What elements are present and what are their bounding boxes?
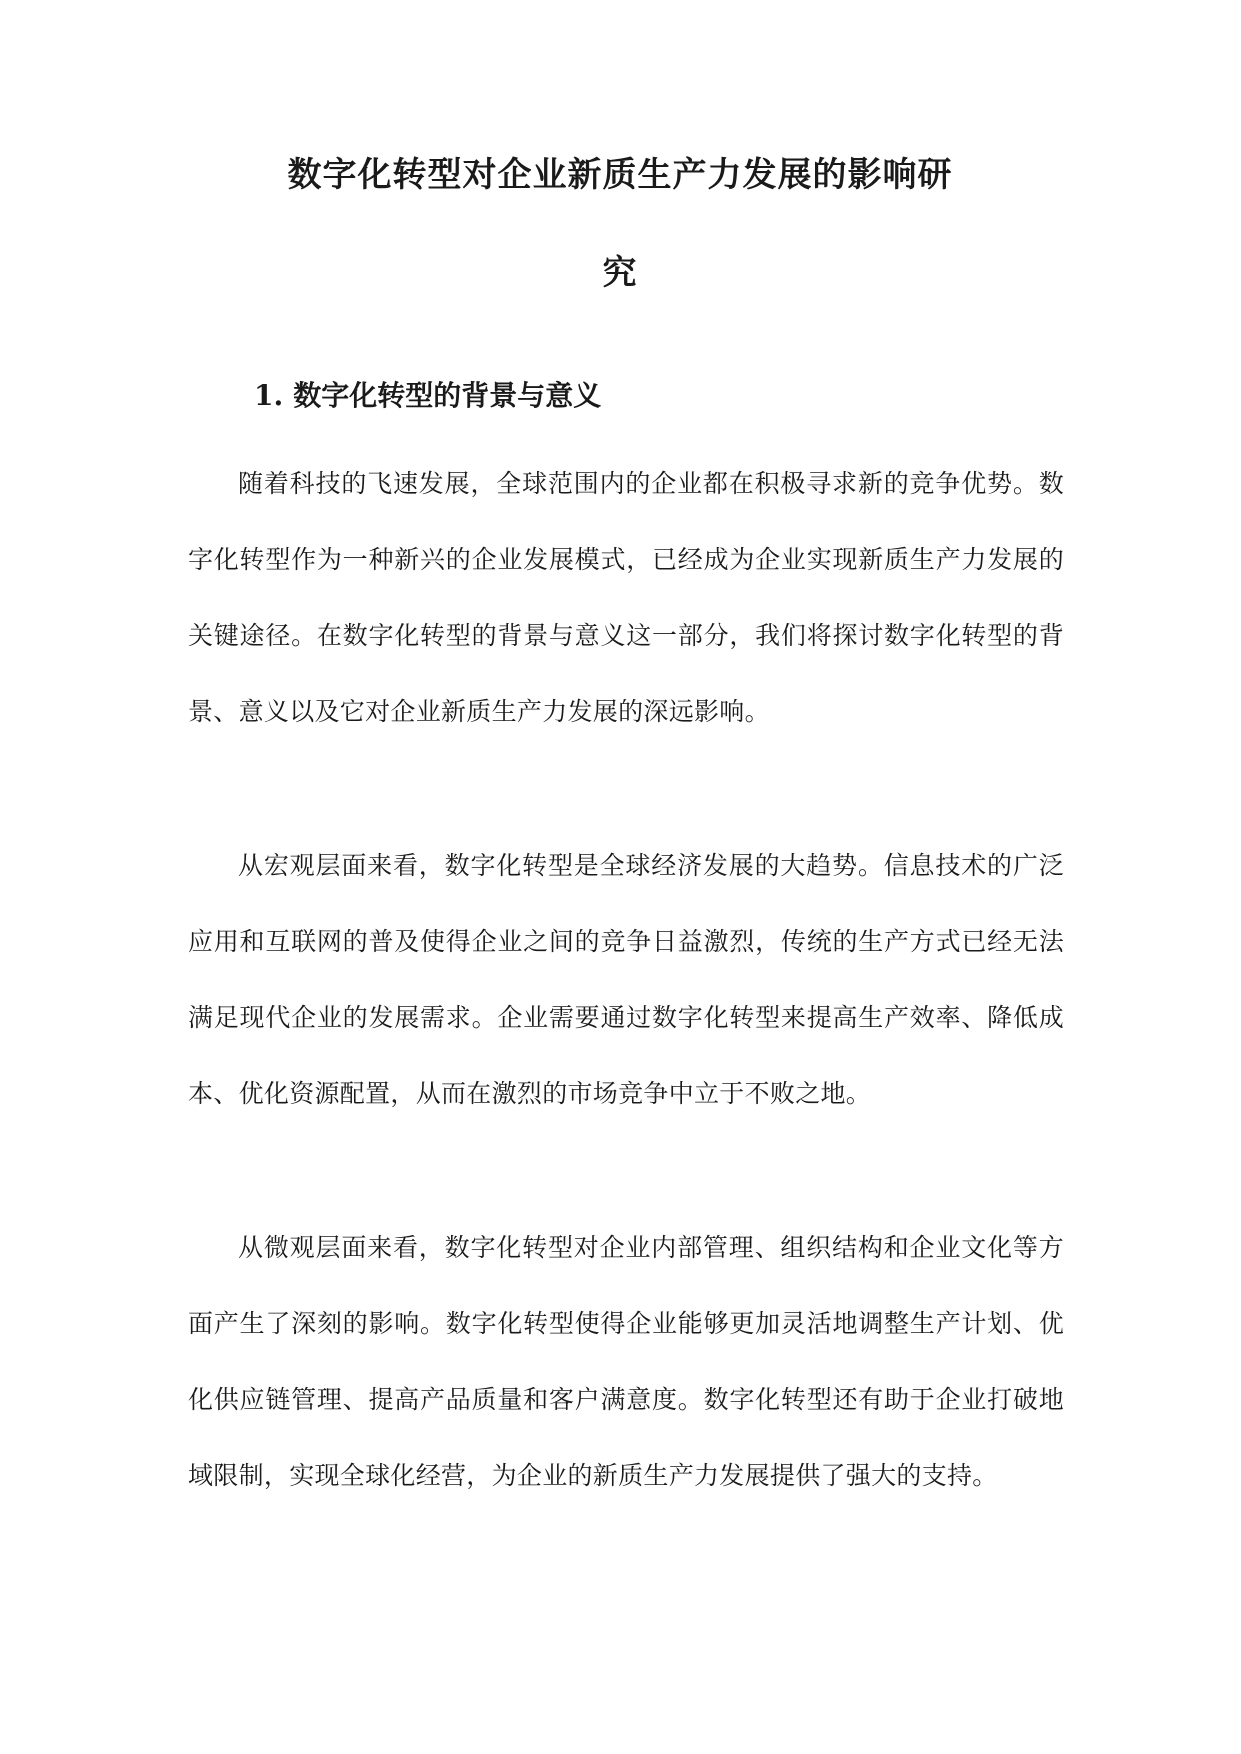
paragraph-1: 随着科技的飞速发展，全球范围内的企业都在积极寻求新的竞争优势。数字化转型作为一种新兴的企业发展模式，已经成为企业实现新质生产力发展的关键途径。在数字化转型的背景与意义这一部分，我们将探讨数字化转型的背景、意义以及它对企业新质生产力发展的深远影响。 bbox=[188, 469, 1064, 726]
section-number: 1. bbox=[254, 379, 284, 412]
section-heading-text: 数字化转型的背景与意义 bbox=[293, 379, 602, 412]
document-title-line-1: 数字化转型对企业新质生产力发展的影响研 bbox=[287, 155, 953, 195]
document-title-line-2: 究 bbox=[602, 253, 638, 293]
section-heading bbox=[254, 379, 602, 412]
paragraph-3: 从微观层面来看，数字化转型对企业内部管理、组织结构和企业文化等方面产生了深刻的影响。数字化转型使得企业能够更加灵活地调整生产计划、优化供应链管理、提高产品质量和客户满意度。数字化转型还有助于企业打破地域限制，实现全球化经营，为企业的新质生产力发展提供了强大的支持。 bbox=[188, 1233, 1064, 1490]
paragraph-2: 从宏观层面来看，数字化转型是全球经济发展的大趋势。信息技术的广泛应用和互联网的普及使得企业之间的竞争日益激烈，传统的生产方式已经无法满足现代企业的发展需求。企业需要通过数字化转型来提高生产效率、降低成本、优化资源配置，从而在激烈的市场竞争中立于不败之地。 bbox=[188, 851, 1064, 1108]
